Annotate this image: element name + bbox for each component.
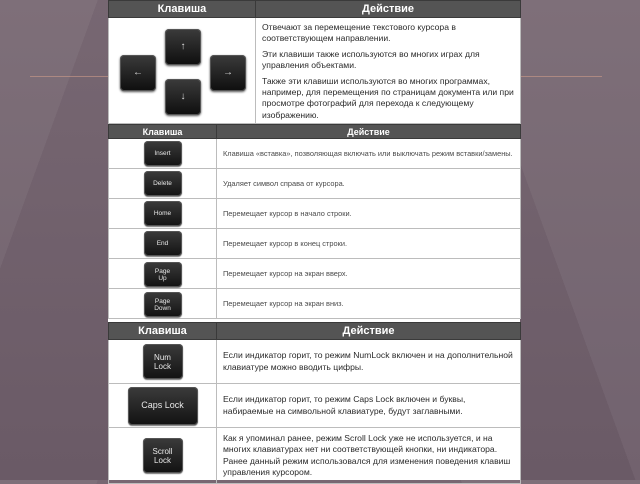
description-paragraph: Эти клавиши также используются во многих играх для управления объектами. [262,48,480,71]
navigation-keys-table [108,124,521,319]
key-cell [109,428,217,484]
key-cell [109,259,217,289]
arrow-up-icon: ↑ [180,41,186,52]
insert-key: Insert [144,141,182,166]
key-cell [109,289,217,319]
arrow-down-icon: ↓ [180,91,186,102]
column-header-action: Действие [217,323,521,340]
key-action: Если индикатор горит, то режим Caps Lock включен и буквы, набираемые на символьной клавиатуре, будут заглавными. [217,384,521,428]
arrow-down-key [165,79,201,115]
column-header-action: Действие [217,125,521,139]
arrow-left-key [120,55,156,91]
arrow-right-icon: → [223,67,233,78]
arrow-right-key [210,55,246,91]
key-cell [109,229,217,259]
arrow-keys-cluster [112,23,252,119]
lock-keys-table [108,322,521,484]
key-action: Перемещает курсор на экран вверх. [217,259,521,289]
page-down-key: Page Down [144,292,182,317]
num-lock-key: Num Lock [143,344,183,379]
key-cell [109,139,217,169]
decorative-streak [520,76,602,77]
column-header-key: Клавиша [109,125,217,139]
key-cell [109,199,217,229]
key-action: Удаляет символ справа от курсора. [217,169,521,199]
key-action: Перемещает курсор в конец строки. [217,229,521,259]
scroll-lock-key: Scroll Lock [143,438,183,473]
document-page [108,0,520,480]
key-cell [109,340,217,384]
column-header-action: Действие [256,1,521,18]
home-key: Home [144,201,182,226]
arrow-keys-table [108,0,521,124]
end-key: End [144,231,182,256]
key-cell [109,384,217,428]
page-up-key: Page Up [144,262,182,287]
key-action: Клавиша «вставка», позволяющая включать или выключать режим вставки/замены. [217,139,521,169]
description-paragraph: Отвечают за перемещение текстового курсора в соответствующем направлении. [262,22,456,44]
arrow-up-key [165,29,201,65]
description-paragraph: Также эти клавиши используются во многих программах, например, для перемещения по страницам документа или при просмотре фотографий для перехода к следующему изображению. [262,75,514,120]
arrow-keys-cell [109,18,256,124]
column-header-key: Клавиша [109,323,217,340]
column-header-key: Клавиша [109,1,256,18]
arrow-keys-description [256,18,521,124]
caps-lock-key: Caps Lock [128,387,198,425]
arrow-left-icon: ← [133,67,143,78]
key-action: Как я упоминал ранее, режим Scroll Lock уже не используется, и на многих клавиатурах нет ни соответствующей кнопки, ни индикатора. Ранее данный режим использовался для изменения поведения клавиш управления курсором. [217,428,521,484]
key-action: Перемещает курсор в начало строки. [217,199,521,229]
key-action: Перемещает курсор на экран вниз. [217,289,521,319]
key-action: Если индикатор горит, то режим NumLock включен и на дополнительной клавиатуре можно вводить цифры. [217,340,521,384]
delete-key: Delete [144,171,182,196]
decorative-streak [30,76,108,77]
key-cell [109,169,217,199]
